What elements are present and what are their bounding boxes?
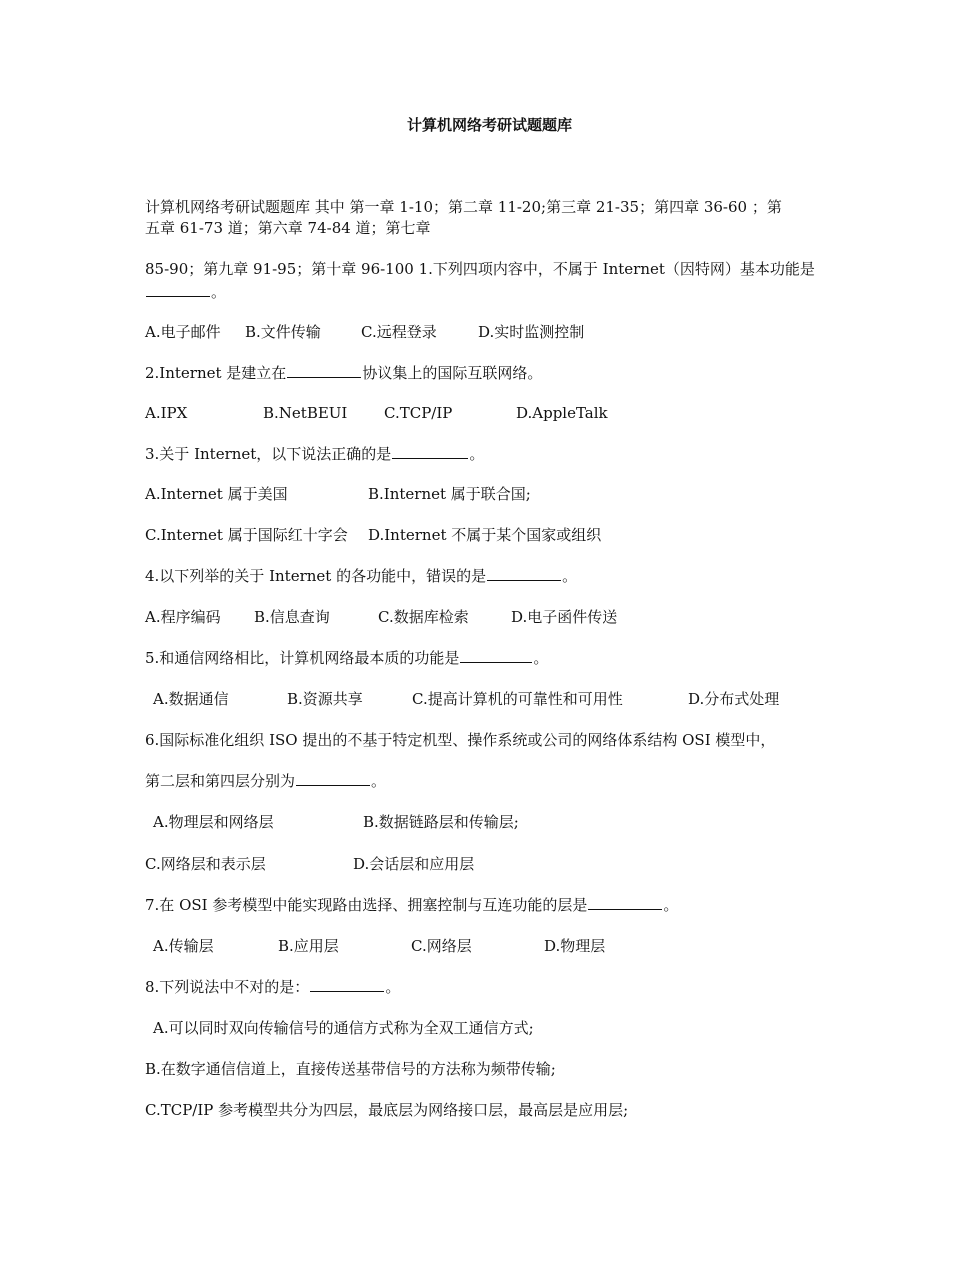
intro-line-3: 85-90；第九章 91-95；第十章 96-100 1.下列四项内容中，不属于 Internet（因特网）基本功能是: [145, 260, 815, 278]
q1-option-a: A.电子邮件: [145, 323, 221, 341]
answer-blank: [296, 771, 370, 786]
q6-question-line-2: [145, 770, 386, 792]
q4-option-b: B.信息查询: [254, 608, 330, 626]
q3-option-b: B.Internet 属于联合国;: [368, 485, 531, 503]
q4-text-pre: 4.以下列举的关于 Internet 的各功能中，错误的是: [145, 567, 487, 585]
q2-text-pre: 2.Internet 是建立在: [145, 364, 287, 382]
q3-text-pre: 3.关于 Internet，以下说法正确的是: [145, 445, 392, 463]
answer-blank: [310, 977, 384, 992]
q6-text-post: 。: [371, 772, 387, 790]
q1-answer-line: [145, 281, 226, 303]
q2-option-c: C.TCP/IP: [384, 404, 453, 422]
q4-option-d: D.电子函件传送: [511, 608, 618, 626]
intro-line-1: 计算机网络考研试题题库 其中 第一章 1-10；第二章 11-20;第三章 21-35；第四章 36-60 ；第: [145, 198, 782, 216]
q4-option-c: C.数据库检索: [378, 608, 469, 626]
q1-option-b: B.文件传输: [245, 323, 321, 341]
q8-option-a: A.可以同时双向传输信号的通信方式称为全双工通信方式;: [153, 1019, 534, 1037]
q7-option-d: D.物理层: [544, 937, 606, 955]
q8-option-b: B.在数字通信信道上，直接传送基带信号的方法称为频带传输;: [145, 1060, 556, 1078]
q8-option-c: C.TCP/IP 参考模型共分为四层，最底层为网络接口层，最高层是应用层;: [145, 1101, 629, 1119]
answer-blank: [487, 566, 561, 581]
q7-option-a: A.传输层: [153, 937, 214, 955]
q2-option-a: A.IPX: [145, 404, 188, 422]
q7-text-pre: 7.在 OSI 参考模型中能实现路由选择、拥塞控制与互连功能的层是: [145, 896, 588, 914]
q1-option-d: D.实时监测控制: [478, 323, 585, 341]
q5-question: [145, 647, 548, 669]
q5-option-b: B.资源共享: [287, 690, 363, 708]
q3-option-c: C.Internet 属于国际红十字会: [145, 526, 348, 544]
answer-blank: [460, 648, 532, 663]
q5-option-a: A.数据通信: [153, 690, 229, 708]
q3-text-post: 。: [469, 445, 485, 463]
answer-blank: [588, 895, 662, 910]
q8-text-post: 。: [385, 978, 401, 996]
q3-question: [145, 443, 484, 465]
q7-option-b: B.应用层: [278, 937, 339, 955]
q1-option-c: C.远程登录: [361, 323, 437, 341]
q6-question-line-1: 6.国际标准化组织 ISO 提出的不基于特定机型、操作系统或公司的网络体系结构 OSI 模型中，: [145, 731, 776, 749]
q6-option-c: C.网络层和表示层: [145, 855, 266, 873]
q6-option-a: A.物理层和网络层: [153, 813, 274, 831]
q5-option-c: C.提高计算机的可靠性和可用性: [412, 690, 623, 708]
q1-end-mark: 。: [211, 283, 227, 301]
q6-option-d: D.会话层和应用层: [353, 855, 475, 873]
q5-text-post: 。: [533, 649, 549, 667]
q3-option-a: A.Internet 属于美国: [145, 485, 288, 503]
q8-text-pre: 8.下列说法中不对的是：: [145, 978, 310, 996]
answer-blank: [392, 444, 468, 459]
answer-blank: [287, 363, 361, 378]
q3-option-d: D.Internet 不属于某个国家或组织: [368, 526, 602, 544]
answer-blank: [146, 282, 210, 297]
q7-text-post: 。: [663, 896, 679, 914]
q4-option-a: A.程序编码: [145, 608, 221, 626]
q5-text-pre: 5.和通信网络相比，计算机网络最本质的功能是: [145, 649, 460, 667]
q4-text-post: 。: [562, 567, 578, 585]
q2-option-d: D.AppleTalk: [516, 404, 608, 422]
q2-option-b: B.NetBEUI: [263, 404, 348, 422]
q8-question: [145, 976, 400, 998]
q2-question: [145, 362, 542, 384]
intro-line-2: 五章 61-73 道；第六章 74-84 道；第七章: [145, 219, 431, 237]
q7-question: [145, 894, 678, 916]
q7-option-c: C.网络层: [411, 937, 472, 955]
q4-question: [145, 565, 577, 587]
document-title: 计算机网络考研试题题库: [406, 116, 572, 134]
q5-option-d: D.分布式处理: [688, 690, 780, 708]
q2-text-post: 协议集上的国际互联网络。: [362, 364, 543, 382]
q6-option-b: B.数据链路层和传输层;: [363, 813, 519, 831]
q6-text-pre: 第二层和第四层分别为: [145, 772, 296, 790]
